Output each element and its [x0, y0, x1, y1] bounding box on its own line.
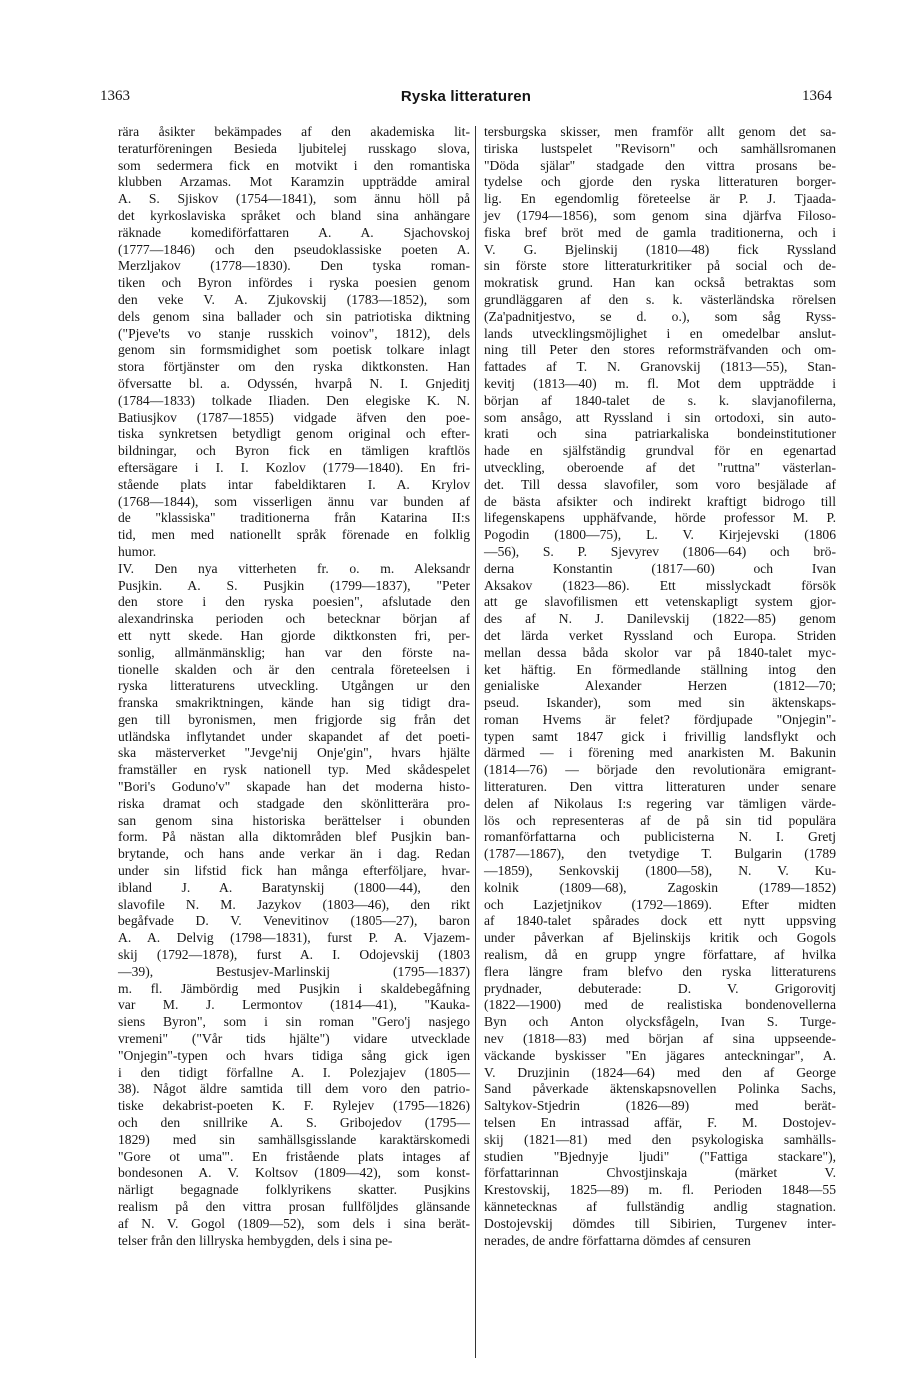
- text-line: nerades, de andre författarna dömdes af censuren: [484, 1232, 751, 1248]
- text-line: delen af Nikolaus I:s regering var tämligen värde-: [484, 795, 836, 811]
- running-title: Ryska litteraturen: [400, 88, 532, 105]
- text-line: V. Druzjinin (1824—64) med den af George: [484, 1064, 836, 1080]
- text-line: kolnik (1809—68), Zagoskin (1789—1852): [484, 879, 836, 895]
- text-line: mokratisk grund. Han kan också betraktas som: [484, 275, 836, 291]
- text-line: —39), Bestusjev-Marlinskij (1795—1837): [118, 963, 470, 979]
- text-line: väckande byskisser "En jägares anteckningar", A.: [484, 1047, 836, 1063]
- text-line: (1787—1867), den tvetydige T. Bulgarin (1789: [484, 846, 836, 862]
- right-column: [484, 124, 836, 1249]
- text-line: skij (1792—1878), furst A. I. Odojevskij (1803: [118, 947, 470, 963]
- text-line: "Onjegin"-typen och hvars tidiga sång gick igen: [118, 1047, 470, 1063]
- text-line: det lärda verket Ryssland och Europa. Striden: [484, 627, 836, 643]
- text-line: franska smakriktningen, kände han sig tidigt dra-: [118, 695, 470, 711]
- text-line: som sedermera fick en motvikt i den romantiska: [118, 157, 470, 173]
- text-line: jev (1794—1856), som genom sina djärfva Filoso-: [484, 207, 836, 223]
- text-line: (1777—1846) och den pseudoklassiske poeten A.: [118, 241, 470, 257]
- text-line: telser från den lillryska hembygden, dels i sina pe-: [118, 1232, 393, 1248]
- text-line: prydnader, debuterade: D. V. Grigorovitj: [484, 980, 836, 996]
- text-line: och den snillrike A. S. Gribojedov (1795—: [118, 1115, 470, 1131]
- text-line: V. G. Bjelinskij (1810—48) fick Ryssland: [484, 241, 836, 257]
- text-line: roman Hvems är felet? fördjupade "Onjegin"-: [484, 711, 836, 727]
- text-line: slavofile N. M. Jazykov (1803—46), den rikt: [118, 896, 470, 912]
- text-line: san genom sina historiska berättelser i obunden: [118, 812, 470, 828]
- text-line: A. S. Sjiskov (1754—1841), som ännu höll på: [118, 191, 470, 207]
- text-line: form. På nästan alla diktområden blef Pusjkin ban-: [118, 829, 470, 845]
- text-line: kännetecknas af fullständig andlig stagnation.: [484, 1199, 836, 1214]
- text-line: (1822—1900) med de realistiska bondenovellerna: [484, 997, 836, 1013]
- text-line: Pusjkin. A. S. Pusjkin (1799—1837), "Peter: [118, 577, 470, 593]
- text-line: därmed — i förening med anarkisten M. Bakunin: [484, 745, 836, 761]
- text-line: tiriska lustspelet "Revisorn" och samhällsromanen: [484, 140, 836, 156]
- text-line: ska mästerverket "Jevge'nij Onje'gin", hvars hjälte: [118, 745, 470, 761]
- text-line: sonlig, allmänmänsklig; han var den förste na-: [118, 644, 470, 660]
- text-line: "Gore ot uma'". En fristående plats intages af: [118, 1148, 470, 1164]
- text-line: A. A. Delvig (1798—1831), furst P. A. Vjazem-: [118, 930, 470, 946]
- text-line: vremeni" ("Vår tids hjälte") vidare utvecklade: [118, 1031, 470, 1047]
- text-line: lig. En egendomlig företeelse är P. J. Tjaada-: [484, 191, 836, 207]
- text-line: af N. V. Gogol (1809—52), som dels i sina berät-: [118, 1215, 470, 1231]
- text-line: alexandrinska perioden och betecknar början af: [118, 611, 470, 627]
- text-line: ryska litteraturens utveckling. Utgången ur den: [118, 678, 470, 694]
- column-divider: [475, 126, 476, 1358]
- text-line: grundläggaren af den s. k. västerländska rörelsen: [484, 291, 836, 307]
- text-line: tid, men med nationellt språk förenade en folklig: [118, 527, 470, 543]
- text-line: Pogodin (1800—75), L. V. Kirjejevski (1806: [484, 527, 836, 543]
- text-line: 1829) med sin samhällsgisslande karaktärskomedi: [118, 1131, 470, 1147]
- text-line: som ansågo, att Ryssland i sin ortodoxi, sin auto-: [484, 409, 836, 425]
- text-line: lands utvecklingsmöjlighet i en omedelbar anslut-: [484, 325, 836, 341]
- text-line: mellan dessa båda skolor var på 1840-talet myc-: [484, 644, 836, 660]
- text-line: studien "Bjednyje ljudi" ("Fattiga stackare"),: [484, 1148, 836, 1164]
- text-line: (1784—1833) tolkade Iliaden. Den elegiske K. N.: [118, 392, 470, 408]
- text-line: krati och sina patriarkaliska bondeinstitutioner: [484, 426, 836, 442]
- text-line: stående plats intar fabeldiktaren I. A. Krylov: [118, 476, 470, 492]
- text-line: ett nytt skede. Han gjorde diktkonsten fri, per-: [118, 627, 470, 643]
- text-line: (Za'padnitjestvo, se d. o.), som såg Ryss-: [484, 308, 836, 324]
- text-line: klubben Arzamas. Mot Karamzin uppträdde amiral: [118, 174, 470, 190]
- text-line: den veke V. A. Zjukovskij (1783—1852), som: [118, 291, 470, 307]
- text-line: framställer en rysk nationell typ. Med skådespelet: [118, 762, 470, 778]
- text-line: siens Byron", som i sin roman "Gero'j nasjego: [118, 1014, 470, 1030]
- text-line: realism på den vittra prosan fullföljdes glänsande: [118, 1199, 470, 1214]
- text-line: Sand påverkade äktenskapsnovellen Polinka Sachs,: [484, 1081, 836, 1097]
- text-line: lifegenskapens upphäfvande, hörde professor M. P.: [484, 510, 836, 526]
- text-line: kevitj (1813—40) m. fl. Mot dem uppträdde i: [484, 375, 836, 391]
- text-line: flera längre fram blefvo den ryska litteraturens: [484, 963, 836, 979]
- text-line: nev (1818—83) med början af sina uppseende-: [484, 1031, 836, 1047]
- text-line: typen samt 1847 gick i frivillig landsflykt och: [484, 728, 836, 744]
- text-line: litteraturen. Den vittra litteraturen under senare: [484, 779, 836, 795]
- text-line: 38). Något äldre samtida till dem voro den patrio-: [118, 1081, 470, 1097]
- text-line: utveckling, oberoende af det "ruttna" västerlan-: [484, 459, 836, 475]
- text-line: ("Pjeve'ts vo stanje russkich voinov", 1812), dels: [118, 325, 470, 341]
- left-column: [118, 124, 470, 1249]
- text-line: (1814—76) — började den revolutionära emigrant-: [484, 762, 836, 778]
- text-line: det kyrkoslaviska språket och bland sina anhängare: [118, 207, 470, 223]
- text-line: gen till byronismen, men frigjorde sig från det: [118, 711, 470, 727]
- text-line: IV. Den nya vitterheten fr. o. m. Aleksandr: [118, 560, 470, 576]
- text-line: ibland J. A. Baratynskij (1800—44), den: [118, 879, 470, 895]
- text-line: bildningar, och Byron fick en tämligen kraftlös: [118, 443, 470, 459]
- text-line: ning till Peter den stores reformsträfvanden och om-: [484, 342, 836, 358]
- text-line: humor.: [118, 543, 157, 559]
- text-line: närligt begagnade folklyrikens skatter. Pusjkins: [118, 1182, 470, 1198]
- text-line: de bästa afsikter och indirekt kraftigt bidrogo till: [484, 493, 836, 509]
- text-line: lös och representeras af de på sin tid populära: [484, 812, 836, 828]
- text-line: Krestovskij, 1825—89) m. fl. Perioden 1848—55: [484, 1182, 836, 1198]
- text-line: telsen En intrassad affär, F. M. Dostojev-: [484, 1115, 836, 1131]
- text-line: Saltykov-Stjedrin (1826—89) med berät-: [484, 1098, 836, 1114]
- text-line: romanförfattarna och publicisterna N. I. Gretj: [484, 829, 836, 845]
- text-line: —56), S. P. Sjevyrev (1806—64) och brö-: [484, 543, 836, 559]
- text-line: öfversatte bl. a. Odyssén, hvarpå N. I. Gnjeditj: [118, 375, 470, 391]
- page-header: [100, 88, 832, 116]
- text-line: tersburgska skisser, men framför allt genom det sa-: [484, 124, 836, 139]
- text-line: genom sin formsmidighet som poetisk tolkare inlagt: [118, 342, 470, 358]
- text-line: den store i den ryska poesien", afslutade den: [118, 594, 470, 610]
- text-line: tydelse och gjorde den ryska litteraturen borger-: [484, 174, 836, 190]
- text-line: de "klassiska" traditionerna från Katarina II:s: [118, 510, 470, 526]
- text-line: början af 1840-talet de s. k. slavjanofilerna,: [484, 392, 836, 408]
- text-line: pseud. Iskander), som med sin äktenskaps-: [484, 695, 836, 711]
- text-line: des af N. J. Danilevskij (1822—85) genom: [484, 611, 836, 627]
- text-line: författarinnan Chvostjinskaja (märket V.: [484, 1165, 836, 1181]
- text-line: (1768—1844), som visserligen ännu var bunden af: [118, 493, 470, 509]
- text-line: Dostojevskij dömdes till Sibirien, Turgenev inter-: [484, 1215, 836, 1231]
- text-line: bondesonen A. V. Koltsov (1809—42), som konst-: [118, 1165, 470, 1181]
- text-line: det. Till dessa slavofiler, som voro besjälade af: [484, 476, 836, 492]
- text-line: skij (1821—81) med den psykologiska samhälls-: [484, 1131, 836, 1147]
- text-line: Batiusjkov (1787—1855) vidgade äfven den poe-: [118, 409, 470, 425]
- text-line: realism, då en grupp yngre författare, af hvilka: [484, 947, 836, 963]
- text-line: teraturföreningen Besieda ljubitelej russkago slova,: [118, 140, 470, 156]
- text-line: derna Konstantin (1817—60) och Ivan: [484, 560, 836, 576]
- text-line: under påverkan af Bjelinskijs kritik och Gogols: [484, 930, 836, 946]
- text-line: brytande, och hans ande verkar än i dag. Redan: [118, 846, 470, 862]
- page-number-right: 1364: [802, 88, 832, 104]
- text-line: ket häftig. En förmedlande ställning intog den: [484, 661, 836, 677]
- text-line: af 1840-talet spårades dock ett nytt uppsving: [484, 913, 836, 929]
- text-line: m. fl. Jämbördig med Pusjkin i skaldebegåfning: [118, 980, 470, 996]
- text-line: hade en själfständig grundval för en egenartad: [484, 443, 836, 459]
- text-line: riska dramat och stadgade den skönlitterära pro-: [118, 795, 470, 811]
- text-line: rära åsikter bekämpades af den akademiska lit-: [118, 124, 470, 139]
- text-line: Byn och Anton olycksfågeln, Ivan S. Turge-: [484, 1014, 836, 1030]
- text-line: i den tidigt förfallne A. I. Polezjajev (1805—: [118, 1064, 470, 1080]
- text-line: Merzljakov (1778—1830). Den tyska roman-: [118, 258, 470, 274]
- text-line: genialiske Alexander Herzen (1812—70;: [484, 678, 836, 694]
- text-line: räknade komediförfattaren A. A. Sjachovskoj: [118, 224, 470, 240]
- text-line: begåfvade D. V. Venevitinov (1805—27), baron: [118, 913, 470, 929]
- text-line: och Lazjetjnikov (1792—1869). Efter midten: [484, 896, 836, 912]
- text-line: Aksakov (1823—86). Ett misslyckadt försök: [484, 577, 836, 593]
- text-line: "Döda själar" stadgade den vittra prosans be-: [484, 157, 836, 173]
- text-line: dels genom sina ballader och sin patriotiska diktning: [118, 308, 470, 324]
- text-line: fattades af T. N. Granovskij (1813—55), Stan-: [484, 359, 836, 375]
- text-line: var M. J. Lermontov (1814—41), "Kauka-: [118, 997, 470, 1013]
- text-line: eftersägare i I. I. Kozlov (1779—1840). En fri-: [118, 459, 470, 475]
- text-line: att ge slavofilismen ett vetenskapligt system gjor-: [484, 594, 836, 610]
- text-line: tiska synkretsen betydligt genom original och efter-: [118, 426, 470, 442]
- text-line: "Bori's Goduno'v" skapade han det moderna histo-: [118, 779, 470, 795]
- text-line: —1859), Senkovskij (1800—58), N. V. Ku-: [484, 863, 836, 879]
- text-line: sin förste store litteraturkritiker på social och de-: [484, 258, 836, 274]
- page-number-left: 1363: [100, 88, 130, 104]
- text-line: fiska bref bröt med de gamla traditionerna, och i: [484, 224, 836, 240]
- text-line: utländska inflytandet under skapandet af det poeti-: [118, 728, 470, 744]
- text-line: stora förtjänster om den ryska diktkonsten. Han: [118, 359, 470, 375]
- text-line: tiken och Byron infördes i ryska poesien genom: [118, 275, 470, 291]
- text-line: tionelle skalden och är den centrala företeelsen i: [118, 661, 470, 677]
- text-line: tiske dekabrist-poeten K. F. Rylejev (1795—1826): [118, 1098, 470, 1114]
- text-line: under sin lifstid fick han många efterföljare, hvar-: [118, 863, 470, 879]
